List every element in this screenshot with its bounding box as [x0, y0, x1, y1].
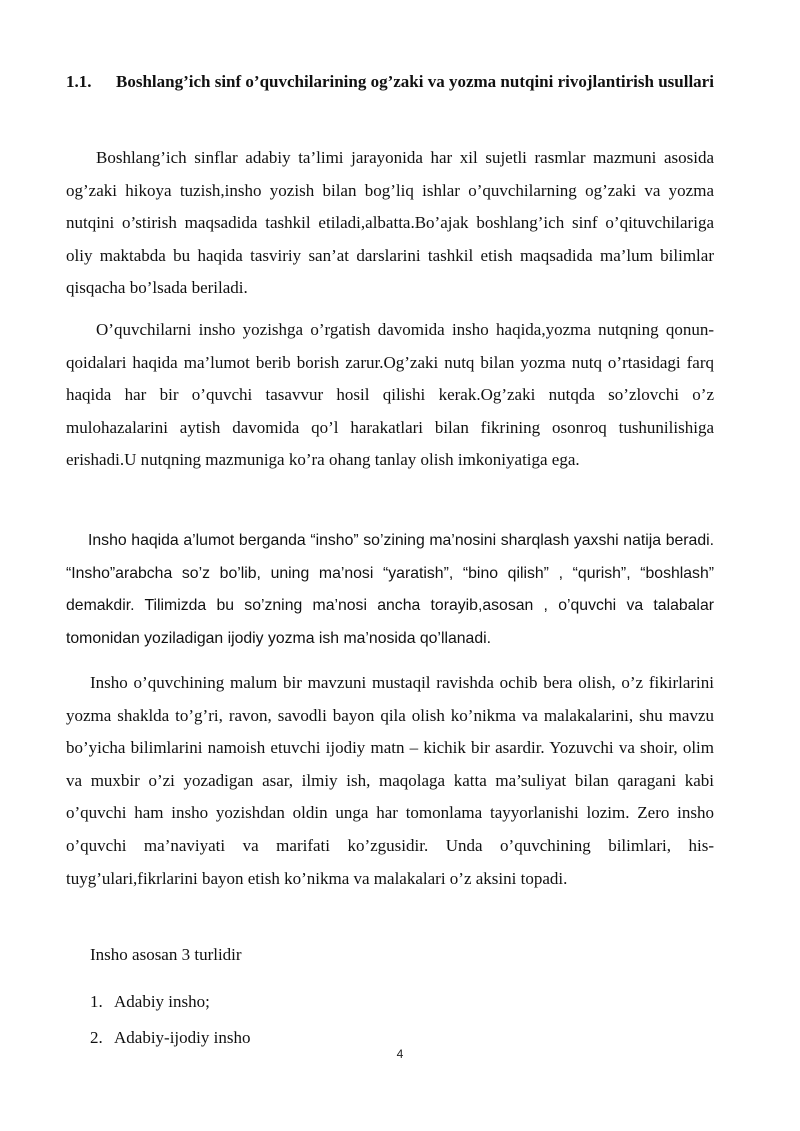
section-number: 1.1.: [66, 72, 92, 91]
paragraph-3: Insho haqida a’lumot berganda “insho” so’zining ma’nosini sharqlash yaxshi natija beradi. “Insho”arabcha so’z bo’lib, uning ma’nosi “yaratish”, “bino qilish” , “qurish”, “boshlash” demakdir. Tilimizda bu so’zning ma’nosi ancha torayib,asosan , o’quvchi va talabalar tomonidan yoziladigan ijodiy yozma ish ma’nosida qo’llanadi.: [66, 532, 714, 647]
list-intro: Insho asosan 3 turlidir: [90, 945, 242, 964]
list-item: [90, 1020, 250, 1056]
list-item-text: Adabiy-ijodiy insho: [114, 1028, 251, 1047]
page-number: 4: [396, 1047, 404, 1061]
insho-types-list: [90, 984, 250, 1056]
paragraph-2: O’quvchilarni insho yozishga o’rgatish davomida insho haqida,yozma nutqning qonun-qoidalari haqida ma’lumot berib borish zarur.Og’zaki nutq bilan yozma nutq o’rtasidagi farq haqida har bir o’quvchi tasavvur hosil qilishi kerak.Og’zaki nutqda so’zlovchi o’z mulohazalarini aytish davomida qo’l harakatlari bilan fikrining osonroq tushunilishiga erishadi.U nutqning mazmuniga ko’ra ohang tanlay olish imkoniyatiga ega.: [66, 320, 714, 470]
list-item-number: 1.: [90, 992, 103, 1011]
list-item: [90, 984, 250, 1020]
section-title: Boshlang’ich sinf o’quvchilarining og’zaki va yozma nutqini rivojlantirish usullari: [116, 72, 714, 91]
list-item-number: 2.: [90, 1028, 103, 1047]
paragraph-4: Insho o’quvchining malum bir mavzuni mustaqil ravishda ochib bera olish, o’z fikirlarini yozma shaklda to’g’ri, ravon, savodli bayon qila olish ko’nikma va malakalarini, shu mavzu bo’yicha bilimlarini namoish etuvchi ijodiy matn – kichik bir asardir. Yozuvchi va shoir, olim va muxbir o’zi yozadigan asar, ilmiy ish, maqolaga katta ma’suliyat bilan qaragani kabi o’quvchi ham insho yozishdan oldin unga har tomonlama tayyorlanishi lozim. Zero insho o’quvchi ma’naviyati va marifati ko’zgusidir. Unda o’quvchining bilimlari, his-tuyg’ulari,fikrlarini bayon etish ko’nikma va malakalari o’z aksini topadi.: [66, 673, 714, 888]
list-item-text: Adabiy insho;: [114, 992, 210, 1011]
paragraph-1: Boshlang’ich sinflar adabiy ta’limi jarayonida har xil sujetli rasmlar mazmuni asosida og’zaki hikoya tuzish,insho yozish bilan bog’liq ishlar o’quvchilarning og’zaki va yozma nutqini o’stirish maqsadida tashkil etiladi,albatta.Bo’ajak boshlang’ich sinf o’qituvchilariga oliy maktabda bu haqida tasviriy san’at darslarini tashkil etish maqsadida ma’lum bilimlar qisqacha bo’lsada beriladi.: [66, 148, 714, 298]
